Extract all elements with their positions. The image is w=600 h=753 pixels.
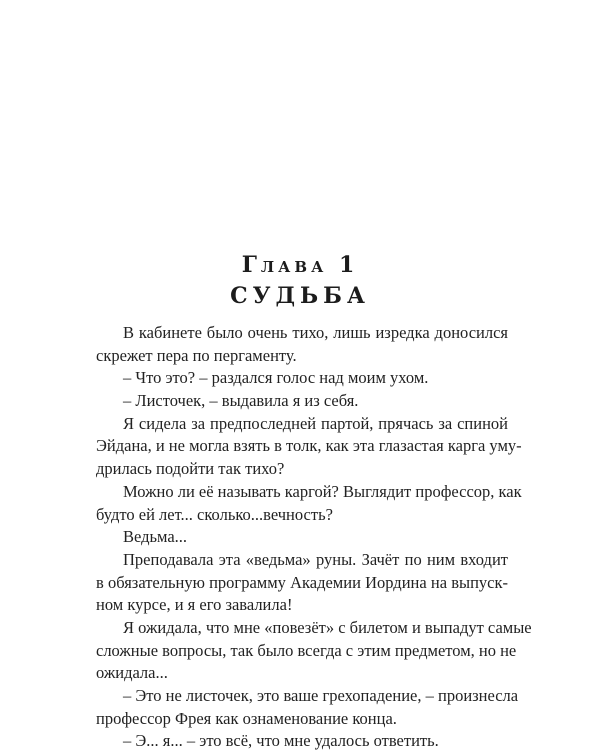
text-line: – Листочек, – выдавила я из себя.	[123, 391, 359, 411]
text-line: Эйдана, и не могла взять в толк, как эта глазастая карга уму-	[96, 436, 522, 456]
text-line: в обязательную программу Академии Иордина на выпуск-	[96, 572, 508, 592]
text-line: В кабинете было очень тихо, лишь изредка доносился	[123, 323, 508, 342]
chapter-title: СУДЬБА	[230, 283, 370, 309]
text-line: Ведьма...	[123, 527, 188, 547]
text-line: Преподавала эта «ведьма» руны. Зачёт по ним входит	[123, 549, 508, 569]
text-line: сложные вопросы, так было всегда с этим предметом, но не	[96, 640, 517, 660]
chapter-body	[96, 322, 532, 753]
text-line: Я ожидала, что мне «повезёт» с билетом и выпадут самые	[123, 617, 532, 637]
text-line: Можно ли её называть каргой? Выглядит профессор, как	[123, 481, 522, 501]
chapter-number: Глава 1	[241, 252, 359, 278]
text-line: скрежет пера по пергаменту.	[96, 345, 297, 365]
text-line: Я сидела за предпоследней партой, прячась за спиной	[123, 413, 508, 433]
text-line: дрилась подойти так тихо?	[96, 459, 285, 479]
text-line: – Э... я... – это всё, что мне удалось ответить.	[123, 731, 439, 751]
text-line: профессор Фрея как ознаменование конца.	[96, 708, 397, 728]
text-line: будто ей лет... сколько...вечность?	[96, 504, 333, 524]
text-line: ожидала...	[96, 663, 168, 683]
text-line: ном курсе, и я его завалила!	[96, 595, 293, 615]
text-line: – Это не листочек, это ваше грехопадение, – произнесла	[123, 686, 519, 705]
text-line: – Что это? – раздался голос над моим ухом.	[123, 368, 429, 388]
